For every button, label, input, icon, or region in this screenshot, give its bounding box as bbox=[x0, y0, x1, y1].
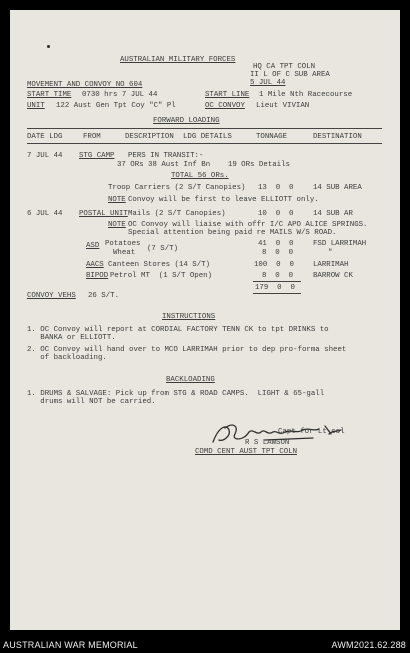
col-tonnage: TONNAGE bbox=[256, 133, 288, 141]
asd-tonnage-2: 8 0 0 bbox=[262, 249, 294, 257]
col-from: FROM bbox=[83, 133, 101, 141]
note2-text: OC Convoy will liaise with offr I/C APO ALICE SPRINGS. bbox=[128, 221, 368, 229]
troop-tonnage: 13 0 0 bbox=[258, 184, 294, 192]
convoy-vehs-label: CONVOY VEHS bbox=[27, 292, 76, 300]
signature-capacity: Capt for Lt-col bbox=[278, 428, 345, 436]
note2-label: NOTE bbox=[108, 221, 126, 229]
start-line-value: 1 Mile Nth Racecourse bbox=[259, 91, 353, 99]
instruction-2-line-1: 2. OC Convoy will hand over to MCO LARRIMAH prior to dep pro-forma sheet bbox=[27, 346, 347, 354]
instructions-title: INSTRUCTIONS bbox=[162, 313, 216, 321]
asd-destination-1: FSD LARRIMAH bbox=[313, 240, 367, 248]
col-ldg-details: LDG DETAILS bbox=[183, 133, 232, 141]
unit-value: 122 Aust Gen Tpt Coy "C" Pl bbox=[56, 102, 176, 110]
footer-accession-number: AWM2021.62.288 bbox=[331, 640, 406, 650]
document-page bbox=[10, 10, 400, 630]
instruction-2-line-2: of backloading. bbox=[27, 354, 107, 362]
row1-detail: 37 ORs 38 Aust Inf Bn 19 ORs Details bbox=[117, 161, 290, 169]
start-line-label: START LINE bbox=[205, 91, 250, 99]
asd-vehicles: (7 S/T) bbox=[147, 245, 179, 253]
asd-label: ASD bbox=[86, 242, 100, 250]
row2-description: Mails (2 S/T Canopies) bbox=[128, 210, 226, 218]
hq-line-1: HQ CA TPT COLN bbox=[253, 63, 316, 71]
col-destination: DESTINATION bbox=[313, 133, 362, 141]
hq-line-2: II L OF C SUB AREA bbox=[250, 71, 330, 79]
row2-tonnage: 10 0 0 bbox=[258, 210, 294, 218]
table-top-rule bbox=[27, 128, 382, 129]
col-description: DESCRIPTION bbox=[125, 133, 174, 141]
aacs-label: AACS bbox=[86, 261, 104, 269]
forward-loading-title: FORWARD LOADING bbox=[153, 117, 220, 125]
signature-name: R S LAWSON bbox=[245, 439, 290, 447]
signature-title: COMD CENT AUST TPT COLN bbox=[195, 448, 298, 456]
asd-item-potatoes: Potatoes bbox=[105, 240, 141, 248]
bipod-description: Petrol MT (1 S/T Open) bbox=[110, 272, 213, 280]
bipod-label: BIPOD bbox=[86, 272, 109, 280]
col-date: DATE LDG bbox=[27, 133, 63, 141]
unit-label: UNIT bbox=[27, 102, 45, 110]
tonnage-total-rule bbox=[253, 293, 301, 294]
movement-title: MOVEMENT AND CONVOY NO 604 bbox=[27, 81, 143, 89]
table-header-rule bbox=[27, 143, 382, 144]
row1-from: STG CAMP bbox=[79, 152, 115, 160]
convoy-vehs-value: 26 S/T. bbox=[88, 292, 120, 300]
bipod-destination: BARROW CK bbox=[313, 272, 353, 280]
note1-text: Convoy will be first to leave ELLIOTT only. bbox=[128, 196, 319, 204]
aacs-destination: LARRIMAH bbox=[313, 261, 349, 269]
row2-from: POSTAL UNIT bbox=[79, 210, 128, 218]
troop-destination: 14 SUB AREA bbox=[313, 184, 362, 192]
bipod-tonnage: 8 0 0 bbox=[262, 272, 294, 280]
backloading-1-line-1: 1. DRUMS & SALVAGE: Pick up from STG & ROAD CAMPS. LIGHT & 65-gall bbox=[27, 390, 325, 398]
asd-destination-2: " bbox=[328, 249, 333, 257]
hq-date: 5 JUL 44 bbox=[250, 79, 286, 87]
backloading-title: BACKLOADING bbox=[166, 376, 215, 384]
backloading-1-line-2: drums will NOT be carried. bbox=[27, 398, 156, 406]
asd-tonnage-1: 41 0 0 bbox=[258, 240, 294, 248]
total-ors: TOTAL 56 ORs. bbox=[171, 172, 229, 180]
punch-hole-mark bbox=[47, 45, 50, 48]
instruction-1-line-2: BANKA or ELLIOTT. bbox=[27, 334, 116, 342]
oc-convoy-value: Lieut VIVIAN bbox=[256, 102, 310, 110]
troop-carriers: Troop Carriers (2 S/T Canopies) bbox=[108, 184, 246, 192]
footer-source: AUSTRALIAN WAR MEMORIAL bbox=[3, 640, 138, 650]
aacs-description: Canteen Stores (14 S/T) bbox=[108, 261, 211, 269]
tonnage-sum-rule bbox=[253, 281, 301, 282]
row2-date: 6 JUL 44 bbox=[27, 210, 63, 218]
note2-text-2: Special attention being paid re MAILS W/S ROAD. bbox=[128, 229, 337, 237]
start-time-value: 0730 hrs 7 JUL 44 bbox=[82, 91, 158, 99]
row1-description: PERS IN TRANSIT:- bbox=[128, 152, 204, 160]
asd-item-wheat: Wheat bbox=[113, 249, 136, 257]
aacs-tonnage: 100 0 0 bbox=[254, 261, 294, 269]
row2-destination: 14 SUB AR bbox=[313, 210, 353, 218]
header-title: AUSTRALIAN MILITARY FORCES bbox=[120, 56, 236, 64]
total-tonnage: 179 0 0 bbox=[255, 284, 295, 292]
oc-convoy-label: OC CONVOY bbox=[205, 102, 245, 110]
row1-date: 7 JUL 44 bbox=[27, 152, 63, 160]
instruction-1-line-1: 1. OC Convoy will report at CORDIAL FACTORY TENN CK to tpt DRINKS to bbox=[27, 326, 329, 334]
start-time-label: START TIME bbox=[27, 91, 72, 99]
note1-label: NOTE bbox=[108, 196, 126, 204]
